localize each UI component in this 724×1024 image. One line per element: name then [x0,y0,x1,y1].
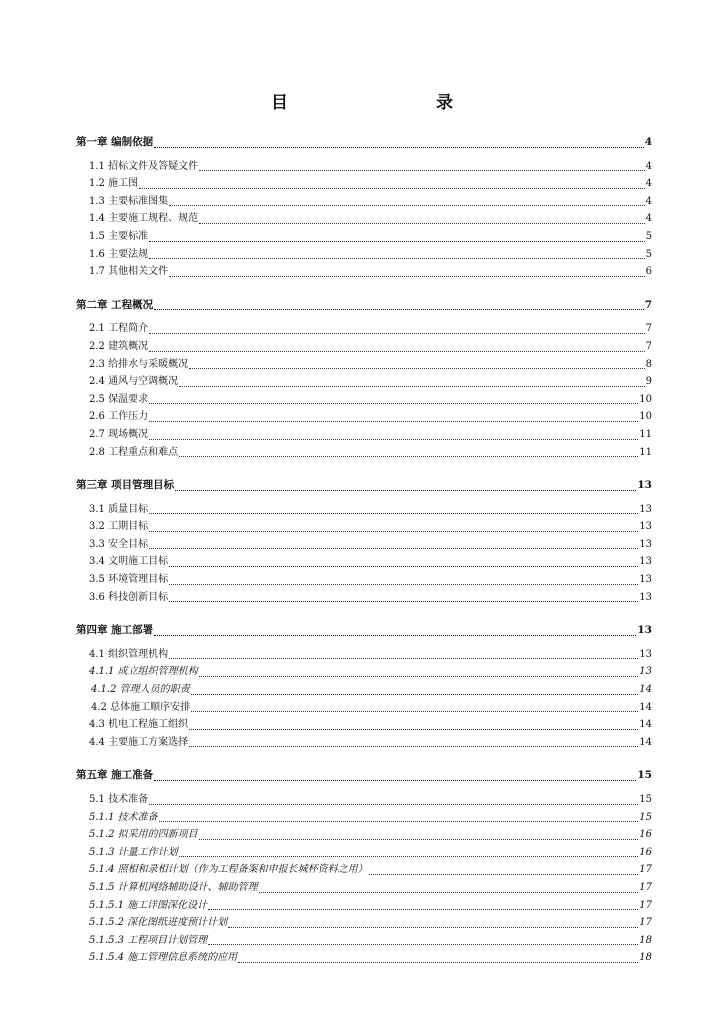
toc-entry-page-number: 16 [639,846,652,858]
toc-entry-page-number: 18 [639,952,652,964]
dot-leader [154,635,636,636]
toc-entry-page-number: 13 [639,648,652,660]
toc-entry[interactable] [76,158,652,176]
dot-leader [149,548,638,549]
toc-entry-label: 3.4 文明施工目标 [89,556,169,568]
toc-entry-page-number: 17 [639,917,652,929]
toc-entry-label: 1.2 施工图 [89,178,139,190]
toc-entry-page-number: 15 [639,794,652,805]
toc-entry-label: 3.3 安全目标 [89,538,149,550]
dot-leader [238,962,638,963]
dot-leader [199,170,645,171]
toc-entry[interactable] [76,338,652,356]
toc-entry-page-number: 7 [645,323,652,335]
toc-chapter-entry[interactable] [76,297,652,315]
toc-entry[interactable] [76,408,652,426]
toc-entry-page-number: 4 [644,136,652,148]
dot-leader [139,188,645,189]
toc-entry-label: 2.2 建筑概况 [89,340,149,352]
toc-entry-label: 4.4 主要施工方案选择 [89,736,189,748]
dot-leader [154,147,644,148]
toc-entry[interactable] [76,193,652,211]
dot-leader [149,241,645,242]
dot-leader [149,804,638,805]
toc-entry[interactable] [76,809,652,827]
toc-entry-page-number: 10 [639,393,652,405]
chapter-gap [76,751,652,767]
toc-entry-page-number: 13 [639,666,652,678]
toc-entry-page-number: 7 [644,298,652,311]
toc-entry-label: 2.4 通风与空调概况 [89,376,179,388]
toc-entry-label: 第二章 工程概况 [76,298,154,311]
chapter-gap [76,281,652,297]
toc-entry-page-number: 13 [639,503,652,515]
table-of-contents [76,134,652,967]
chapter-gap [76,606,652,622]
toc-entry-label: 3.1 质量目标 [89,503,149,515]
toc-entry[interactable] [76,932,652,950]
toc-entry[interactable] [76,553,652,571]
toc-entry[interactable] [76,536,652,554]
toc-entry[interactable] [76,175,652,193]
toc-chapter-entry[interactable] [76,767,652,785]
toc-entry[interactable] [76,949,652,967]
toc-entry-label: 5.1.5.4 施工管理信息系统的应用 [89,952,238,964]
toc-entry-label: 4.1.2 管理人员的职责 [91,684,190,696]
dot-leader [154,780,636,781]
toc-entry-label: 2.6 工作压力 [89,411,149,423]
toc-entry-label: 5.1.5.3 工程项目计划管理 [89,934,208,946]
toc-entry[interactable] [76,518,652,536]
toc-entry-page-number: 17 [639,899,652,911]
toc-chapter-entry[interactable] [76,622,652,640]
toc-entry[interactable] [76,681,652,699]
dot-leader [149,258,645,259]
toc-entry-page-number: 9 [645,376,652,388]
toc-entry[interactable] [76,320,652,338]
toc-entry-label: 3.6 科技创新目标 [89,591,169,603]
toc-entry[interactable] [76,210,652,228]
dot-leader [175,490,636,491]
toc-entry-label: 4.1.1 成立组织管理机构 [89,666,198,678]
toc-entry-label: 2.8 工程重点和难点 [89,446,179,458]
toc-entry-label: 3.5 环境管理目标 [89,574,169,586]
toc-entry[interactable] [76,646,652,664]
toc-entry-label: 4.2 总体施工顺序安排 [91,701,191,713]
toc-entry-page-number: 13 [637,624,652,637]
toc-entry[interactable] [76,391,652,409]
dot-leader [179,386,645,387]
dot-leader [169,658,638,659]
toc-entry-page-number: 5 [645,248,652,260]
dot-leader [189,729,638,730]
toc-entry-label: 2.7 现场概况 [89,428,149,440]
dot-leader [369,874,639,875]
dot-leader [199,676,639,677]
toc-entry[interactable] [76,426,652,444]
toc-entry-label: 5.1.5.1 施工详图深化设计 [89,899,208,911]
toc-entry-label: 2.1 工程简介 [89,323,149,335]
toc-entry-label: 第四章 施工部署 [76,624,154,637]
toc-entry-page-number: 4 [645,213,652,225]
toc-entry[interactable] [76,879,652,897]
dot-leader [149,439,638,440]
toc-entry-page-number: 14 [639,719,652,731]
toc-entry[interactable] [76,861,652,879]
toc-entry-label: 5.1.5.2 深化图纸进度预计计划 [89,917,228,929]
dot-leader [208,944,638,945]
dot-leader [179,856,639,857]
toc-entry-label: 5.1 技术准备 [89,794,149,805]
toc-entry[interactable] [76,826,652,844]
toc-entry-label: 1.7 其他相关文件 [89,266,169,278]
dot-leader [149,513,638,514]
toc-entry-label: 5.1.1 技术准备 [89,811,158,823]
toc-entry[interactable] [76,228,652,246]
dot-leader [149,333,645,334]
toc-entry-page-number: 18 [639,934,652,946]
toc-entry[interactable] [76,663,652,681]
dot-leader [149,421,638,422]
toc-entry[interactable] [76,571,652,589]
toc-entry-page-number: 14 [639,701,652,713]
toc-chapter-entry[interactable] [76,477,652,495]
dot-leader [191,711,638,712]
toc-entry-page-number: 11 [639,428,652,440]
dot-leader [159,821,639,822]
page-title: 目 录 [271,93,491,113]
toc-entry[interactable] [76,263,652,281]
toc-entry[interactable] [76,897,652,915]
toc-entry[interactable] [76,716,652,734]
dot-leader [191,694,639,695]
dot-leader [199,839,639,840]
dot-leader [199,223,645,224]
toc-entry-label: 2.3 给排水与采暖概况 [89,358,189,370]
toc-entry-page-number: 4 [645,178,652,190]
toc-entry[interactable] [76,734,652,752]
dot-leader [179,456,638,457]
dot-leader [208,909,638,910]
dot-leader [169,566,638,567]
dot-leader [228,927,638,928]
dot-leader [259,892,639,893]
toc-entry-page-number: 13 [639,574,652,586]
toc-entry[interactable] [76,373,652,391]
toc-entry-label: 4.1 组织管理机构 [89,648,169,660]
dot-leader [189,368,645,369]
toc-entry-label: 1.4 主要施工规程、规范 [89,213,199,225]
toc-entry-page-number: 15 [637,769,652,782]
toc-entry-label: 4.3 机电工程施工组织 [89,719,189,731]
toc-entry-label: 1.1 招标文件及答疑文件 [89,160,199,172]
toc-entry-page-number: 5 [645,230,652,242]
toc-entry-page-number: 13 [639,591,652,603]
toc-entry-page-number: 13 [639,538,652,550]
toc-entry-page-number: 15 [639,811,652,823]
chapter-gap [76,461,652,477]
toc-entry-page-number: 7 [645,340,652,352]
toc-entry-page-number: 13 [639,556,652,568]
dot-leader [169,584,638,585]
toc-entry-label: 3.2 工期目标 [89,521,149,533]
toc-entry-page-number: 17 [639,881,652,893]
toc-entry-label: 5.1.2 拟采用的四新项目 [89,829,198,841]
toc-entry-page-number: 13 [637,479,652,492]
dot-leader [169,601,638,602]
toc-entry-page-number: 10 [639,411,652,423]
toc-entry-label: 5.1.5 计算机网络辅助设计、辅助管理 [89,881,258,893]
toc-entry-label: 5.1.3 计量工作计划 [89,846,178,858]
toc-entry[interactable] [76,791,652,809]
toc-entry-page-number: 4 [645,195,652,207]
toc-entry[interactable] [76,844,652,862]
toc-entry-label: 第五章 施工准备 [76,769,154,782]
dot-leader [169,276,645,277]
toc-entry-label: 第三章 项目管理目标 [76,479,175,492]
toc-entry-page-number: 14 [639,684,652,696]
toc-entry-page-number: 4 [645,160,652,172]
toc-entry[interactable] [76,246,652,264]
dot-leader [149,351,645,352]
toc-entry[interactable] [76,914,652,932]
dot-leader [149,403,638,404]
toc-entry-label: 1.5 主要标准 [89,230,149,242]
toc-entry-label: 1.6 主要法规 [89,248,149,260]
toc-entry-page-number: 8 [645,358,652,370]
toc-entry-label: 5.1.4 照相和录相计划（作为工程备案和申报长城杯资料之用） [89,864,368,876]
toc-entry[interactable] [76,501,652,519]
toc-chapter-entry[interactable] [76,134,652,152]
toc-entry-label: 1.3 主要标准图集 [89,195,169,207]
dot-leader [189,746,638,747]
dot-leader [149,531,638,532]
toc-entry[interactable] [76,589,652,607]
toc-entry-page-number: 16 [639,829,652,841]
toc-entry-page-number: 14 [639,736,652,748]
toc-entry-page-number: 6 [645,266,652,278]
toc-entry-page-number: 11 [639,446,652,458]
toc-entry-page-number: 17 [639,864,652,876]
toc-entry[interactable] [76,444,652,462]
dot-leader [169,205,645,206]
dot-leader [154,309,644,310]
toc-entry-label: 2.5 保温要求 [89,393,149,405]
toc-entry-label: 第一章 编制依据 [76,136,154,148]
toc-entry[interactable] [76,356,652,374]
toc-entry-page-number: 13 [639,521,652,533]
toc-entry[interactable] [76,699,652,717]
